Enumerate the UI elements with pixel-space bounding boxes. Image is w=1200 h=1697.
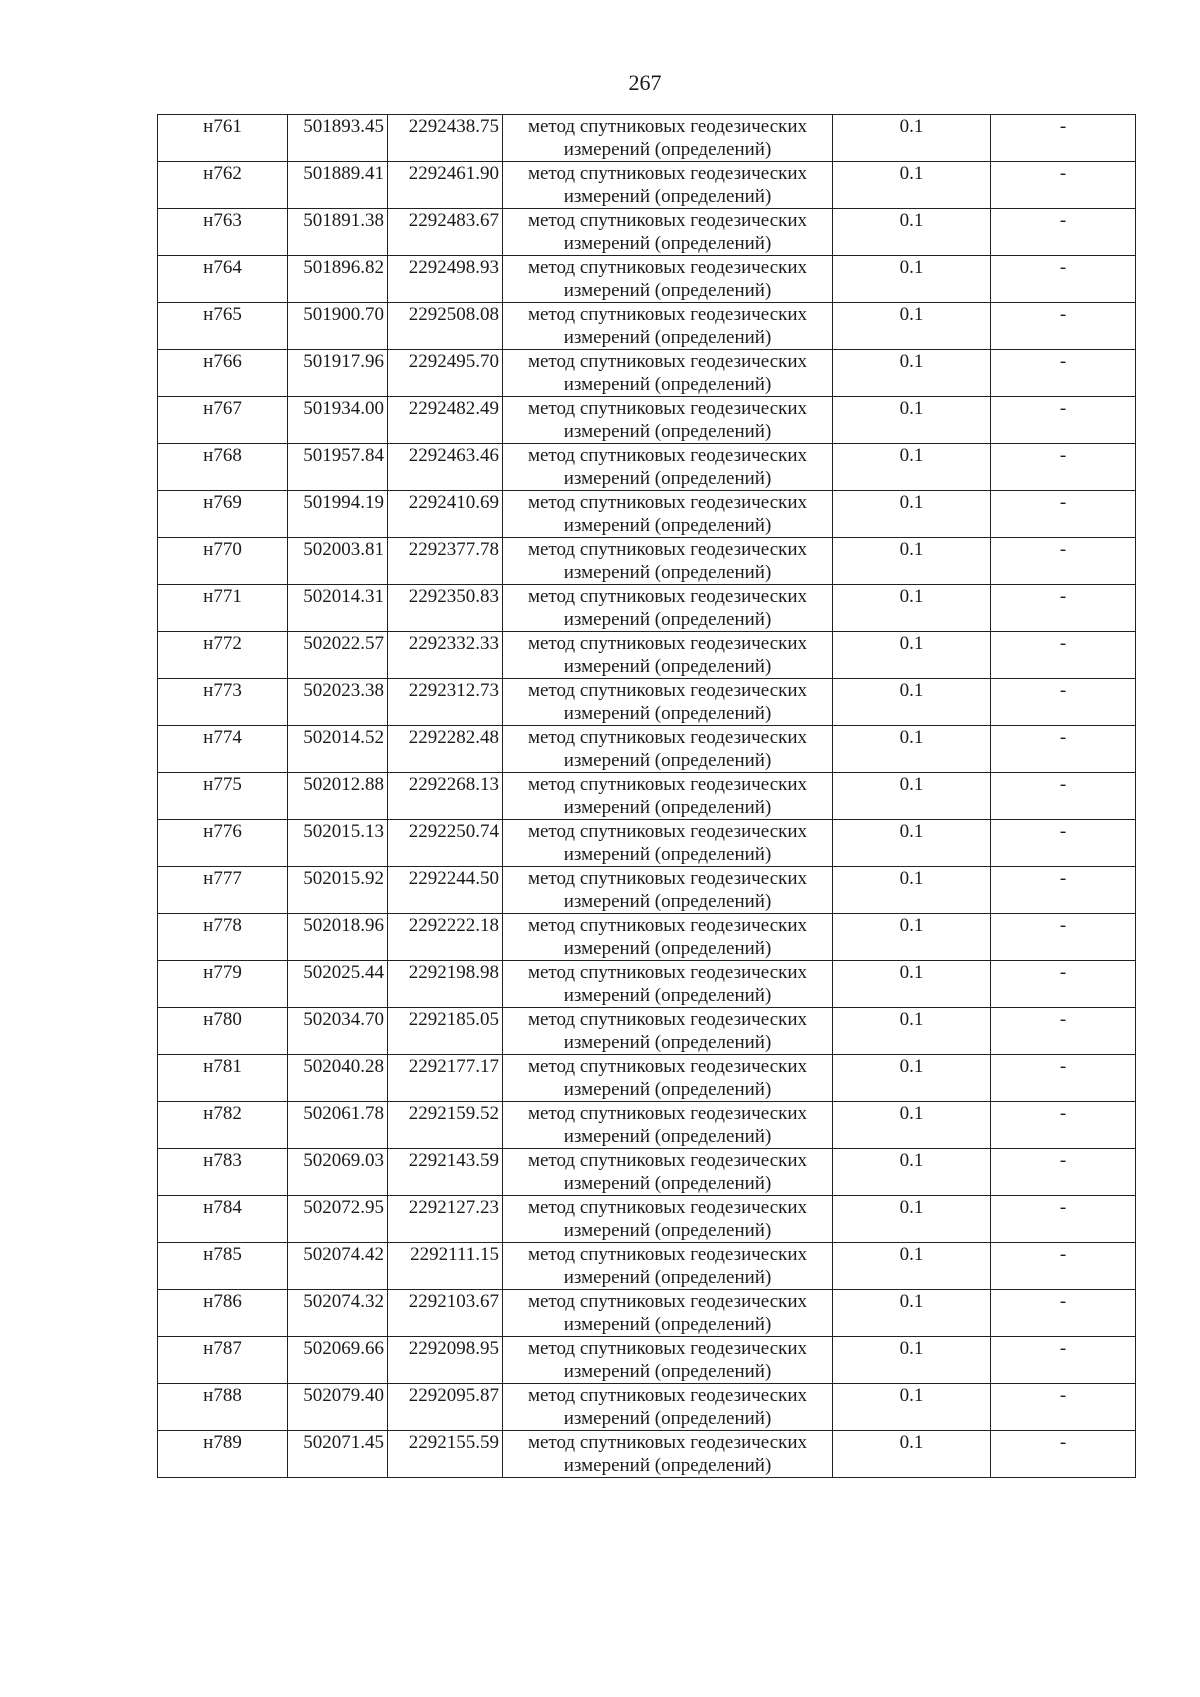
point-id-cell: н776	[158, 820, 288, 867]
coordinates-table	[157, 114, 1136, 1478]
method-line-2: измерений (определений)	[563, 938, 772, 959]
method-cell	[503, 773, 833, 820]
method-line-2: измерений (определений)	[563, 891, 772, 912]
x-coordinate-cell: 502022.57	[288, 632, 388, 679]
y-coordinate-cell: 2292483.67	[388, 209, 503, 256]
method-cell	[503, 491, 833, 538]
method-line-2: измерений (определений)	[563, 468, 772, 489]
method-line-1: метод спутниковых геодезических	[527, 1103, 808, 1124]
y-coordinate-cell: 2292461.90	[388, 162, 503, 209]
method-cell	[503, 679, 833, 726]
note-cell: -	[991, 773, 1136, 820]
x-coordinate-cell: 502079.40	[288, 1384, 388, 1431]
note-cell: -	[991, 256, 1136, 303]
method-line-2: измерений (определений)	[563, 374, 772, 395]
method-line-1: метод спутниковых геодезических	[527, 774, 808, 795]
accuracy-cell: 0.1	[833, 209, 991, 256]
method-line-1: метод спутниковых геодезических	[527, 1244, 808, 1265]
method-cell	[503, 1431, 833, 1478]
method-line-1: метод спутниковых геодезических	[527, 539, 808, 560]
method-cell	[503, 867, 833, 914]
accuracy-cell: 0.1	[833, 1102, 991, 1149]
y-coordinate-cell: 2292463.46	[388, 444, 503, 491]
table-row	[158, 1008, 1136, 1055]
x-coordinate-cell: 502023.38	[288, 679, 388, 726]
point-id-cell: н765	[158, 303, 288, 350]
method-line-2: измерений (определений)	[563, 1079, 772, 1100]
point-id-cell: н763	[158, 209, 288, 256]
method-line-2: измерений (определений)	[563, 421, 772, 442]
point-id-cell: н774	[158, 726, 288, 773]
method-line-1: метод спутниковых геодезических	[527, 116, 808, 137]
x-coordinate-cell: 502061.78	[288, 1102, 388, 1149]
point-id-cell: н769	[158, 491, 288, 538]
table-row	[158, 726, 1136, 773]
method-line-1: метод спутниковых геодезических	[527, 1056, 808, 1077]
method-line-2: измерений (определений)	[563, 656, 772, 677]
table-row	[158, 1384, 1136, 1431]
method-cell	[503, 820, 833, 867]
method-line-1: метод спутниковых геодезических	[527, 398, 808, 419]
y-coordinate-cell: 2292495.70	[388, 350, 503, 397]
x-coordinate-cell: 502014.31	[288, 585, 388, 632]
x-coordinate-cell: 502074.42	[288, 1243, 388, 1290]
point-id-cell: н766	[158, 350, 288, 397]
accuracy-cell: 0.1	[833, 585, 991, 632]
method-cell	[503, 444, 833, 491]
method-line-1: метод спутниковых геодезических	[527, 304, 808, 325]
method-line-1: метод спутниковых геодезических	[527, 1197, 808, 1218]
table-row	[158, 491, 1136, 538]
x-coordinate-cell: 502072.95	[288, 1196, 388, 1243]
y-coordinate-cell: 2292185.05	[388, 1008, 503, 1055]
y-coordinate-cell: 2292410.69	[388, 491, 503, 538]
accuracy-cell: 0.1	[833, 350, 991, 397]
method-cell	[503, 1102, 833, 1149]
point-id-cell: н778	[158, 914, 288, 961]
point-id-cell: н785	[158, 1243, 288, 1290]
table-row	[158, 914, 1136, 961]
y-coordinate-cell: 2292377.78	[388, 538, 503, 585]
accuracy-cell: 0.1	[833, 444, 991, 491]
method-cell	[503, 726, 833, 773]
method-line-2: измерений (определений)	[563, 562, 772, 583]
y-coordinate-cell: 2292482.49	[388, 397, 503, 444]
note-cell: -	[991, 632, 1136, 679]
point-id-cell: н784	[158, 1196, 288, 1243]
y-coordinate-cell: 2292244.50	[388, 867, 503, 914]
x-coordinate-cell: 502074.32	[288, 1290, 388, 1337]
x-coordinate-cell: 502034.70	[288, 1008, 388, 1055]
y-coordinate-cell: 2292332.33	[388, 632, 503, 679]
accuracy-cell: 0.1	[833, 1149, 991, 1196]
method-line-1: метод спутниковых геодезических	[527, 1291, 808, 1312]
method-line-1: метод спутниковых геодезических	[527, 680, 808, 701]
method-cell	[503, 1008, 833, 1055]
point-id-cell: н770	[158, 538, 288, 585]
method-line-2: измерений (определений)	[563, 280, 772, 301]
accuracy-cell: 0.1	[833, 726, 991, 773]
point-id-cell: н781	[158, 1055, 288, 1102]
table-row	[158, 679, 1136, 726]
x-coordinate-cell: 501891.38	[288, 209, 388, 256]
table-row	[158, 1337, 1136, 1384]
method-line-2: измерений (определений)	[563, 797, 772, 818]
method-cell	[503, 538, 833, 585]
table-row	[158, 632, 1136, 679]
accuracy-cell: 0.1	[833, 867, 991, 914]
accuracy-cell: 0.1	[833, 1243, 991, 1290]
y-coordinate-cell: 2292282.48	[388, 726, 503, 773]
method-cell	[503, 632, 833, 679]
x-coordinate-cell: 502018.96	[288, 914, 388, 961]
note-cell: -	[991, 162, 1136, 209]
table-row	[158, 585, 1136, 632]
y-coordinate-cell: 2292095.87	[388, 1384, 503, 1431]
note-cell: -	[991, 867, 1136, 914]
x-coordinate-cell: 502040.28	[288, 1055, 388, 1102]
method-cell	[503, 914, 833, 961]
method-cell	[503, 585, 833, 632]
accuracy-cell: 0.1	[833, 303, 991, 350]
point-id-cell: н783	[158, 1149, 288, 1196]
accuracy-cell: 0.1	[833, 397, 991, 444]
note-cell: -	[991, 444, 1136, 491]
table-row	[158, 1290, 1136, 1337]
table-row	[158, 256, 1136, 303]
method-line-1: метод спутниковых геодезических	[527, 163, 808, 184]
y-coordinate-cell: 2292103.67	[388, 1290, 503, 1337]
note-cell: -	[991, 1055, 1136, 1102]
accuracy-cell: 0.1	[833, 1196, 991, 1243]
accuracy-cell: 0.1	[833, 773, 991, 820]
y-coordinate-cell: 2292143.59	[388, 1149, 503, 1196]
accuracy-cell: 0.1	[833, 961, 991, 1008]
accuracy-cell: 0.1	[833, 632, 991, 679]
accuracy-cell: 0.1	[833, 679, 991, 726]
note-cell: -	[991, 1431, 1136, 1478]
table-row	[158, 303, 1136, 350]
method-line-2: измерений (определений)	[563, 703, 772, 724]
method-cell	[503, 162, 833, 209]
note-cell: -	[991, 115, 1136, 162]
note-cell: -	[991, 1008, 1136, 1055]
method-line-1: метод спутниковых геодезических	[527, 492, 808, 513]
y-coordinate-cell: 2292098.95	[388, 1337, 503, 1384]
x-coordinate-cell: 501917.96	[288, 350, 388, 397]
method-line-2: измерений (определений)	[563, 1220, 772, 1241]
method-line-1: метод спутниковых геодезических	[527, 210, 808, 231]
point-id-cell: н761	[158, 115, 288, 162]
note-cell: -	[991, 961, 1136, 1008]
x-coordinate-cell: 501934.00	[288, 397, 388, 444]
x-coordinate-cell: 502025.44	[288, 961, 388, 1008]
method-line-2: измерений (определений)	[563, 1314, 772, 1335]
point-id-cell: н782	[158, 1102, 288, 1149]
note-cell: -	[991, 1243, 1136, 1290]
point-id-cell: н767	[158, 397, 288, 444]
point-id-cell: н772	[158, 632, 288, 679]
x-coordinate-cell: 501957.84	[288, 444, 388, 491]
y-coordinate-cell: 2292250.74	[388, 820, 503, 867]
accuracy-cell: 0.1	[833, 1290, 991, 1337]
y-coordinate-cell: 2292312.73	[388, 679, 503, 726]
point-id-cell: н780	[158, 1008, 288, 1055]
note-cell: -	[991, 303, 1136, 350]
method-line-2: измерений (определений)	[563, 515, 772, 536]
note-cell: -	[991, 491, 1136, 538]
note-cell: -	[991, 397, 1136, 444]
table-row	[158, 162, 1136, 209]
table-row	[158, 209, 1136, 256]
method-line-1: метод спутниковых геодезических	[527, 821, 808, 842]
point-id-cell: н768	[158, 444, 288, 491]
x-coordinate-cell: 502012.88	[288, 773, 388, 820]
method-line-1: метод спутниковых геодезических	[527, 1432, 808, 1453]
method-line-1: метод спутниковых геодезических	[527, 1150, 808, 1171]
table-row	[158, 820, 1136, 867]
note-cell: -	[991, 679, 1136, 726]
method-cell	[503, 1337, 833, 1384]
method-line-1: метод спутниковых геодезических	[527, 1385, 808, 1406]
table-body	[158, 115, 1136, 1478]
method-line-2: измерений (определений)	[563, 1361, 772, 1382]
y-coordinate-cell: 2292111.15	[388, 1243, 503, 1290]
method-cell	[503, 1290, 833, 1337]
x-coordinate-cell: 501889.41	[288, 162, 388, 209]
accuracy-cell: 0.1	[833, 1431, 991, 1478]
note-cell: -	[991, 538, 1136, 585]
method-line-1: метод спутниковых геодезических	[527, 586, 808, 607]
note-cell: -	[991, 1384, 1136, 1431]
method-line-2: измерений (определений)	[563, 844, 772, 865]
note-cell: -	[991, 1337, 1136, 1384]
accuracy-cell: 0.1	[833, 1055, 991, 1102]
table-row	[158, 1431, 1136, 1478]
x-coordinate-cell: 501994.19	[288, 491, 388, 538]
method-cell	[503, 303, 833, 350]
y-coordinate-cell: 2292508.08	[388, 303, 503, 350]
point-id-cell: н786	[158, 1290, 288, 1337]
table-row	[158, 350, 1136, 397]
method-cell	[503, 961, 833, 1008]
method-line-1: метод спутниковых геодезических	[527, 915, 808, 936]
method-cell	[503, 1384, 833, 1431]
x-coordinate-cell: 502015.92	[288, 867, 388, 914]
table-row	[158, 115, 1136, 162]
x-coordinate-cell: 502003.81	[288, 538, 388, 585]
x-coordinate-cell: 502014.52	[288, 726, 388, 773]
note-cell: -	[991, 1196, 1136, 1243]
y-coordinate-cell: 2292177.17	[388, 1055, 503, 1102]
accuracy-cell: 0.1	[833, 491, 991, 538]
method-cell	[503, 397, 833, 444]
note-cell: -	[991, 1290, 1136, 1337]
table-row	[158, 444, 1136, 491]
method-line-1: метод спутниковых геодезических	[527, 633, 808, 654]
method-line-2: измерений (определений)	[563, 233, 772, 254]
accuracy-cell: 0.1	[833, 538, 991, 585]
x-coordinate-cell: 501893.45	[288, 115, 388, 162]
method-cell	[503, 256, 833, 303]
note-cell: -	[991, 1102, 1136, 1149]
method-line-2: измерений (определений)	[563, 750, 772, 771]
method-cell	[503, 209, 833, 256]
accuracy-cell: 0.1	[833, 914, 991, 961]
point-id-cell: н787	[158, 1337, 288, 1384]
accuracy-cell: 0.1	[833, 1337, 991, 1384]
method-line-1: метод спутниковых геодезических	[527, 727, 808, 748]
accuracy-cell: 0.1	[833, 1008, 991, 1055]
point-id-cell: н775	[158, 773, 288, 820]
y-coordinate-cell: 2292127.23	[388, 1196, 503, 1243]
note-cell: -	[991, 350, 1136, 397]
x-coordinate-cell: 501900.70	[288, 303, 388, 350]
note-cell: -	[991, 585, 1136, 632]
table-row	[158, 961, 1136, 1008]
method-line-1: метод спутниковых геодезических	[527, 962, 808, 983]
method-cell	[503, 350, 833, 397]
point-id-cell: н771	[158, 585, 288, 632]
method-line-1: метод спутниковых геодезических	[527, 351, 808, 372]
page-number: 267	[628, 70, 662, 95]
method-line-2: измерений (определений)	[563, 985, 772, 1006]
x-coordinate-cell: 502069.66	[288, 1337, 388, 1384]
y-coordinate-cell: 2292222.18	[388, 914, 503, 961]
method-line-2: измерений (определений)	[563, 1173, 772, 1194]
x-coordinate-cell: 501896.82	[288, 256, 388, 303]
method-line-1: метод спутниковых геодезических	[527, 868, 808, 889]
method-line-2: измерений (определений)	[563, 1408, 772, 1429]
note-cell: -	[991, 820, 1136, 867]
method-line-1: метод спутниковых геодезических	[527, 1338, 808, 1359]
note-cell: -	[991, 209, 1136, 256]
point-id-cell: н777	[158, 867, 288, 914]
method-line-2: измерений (определений)	[563, 139, 772, 160]
accuracy-cell: 0.1	[833, 256, 991, 303]
point-id-cell: н779	[158, 961, 288, 1008]
y-coordinate-cell: 2292198.98	[388, 961, 503, 1008]
table-row	[158, 1149, 1136, 1196]
method-cell	[503, 1149, 833, 1196]
method-line-2: измерений (определений)	[563, 1126, 772, 1147]
accuracy-cell: 0.1	[833, 820, 991, 867]
point-id-cell: н789	[158, 1431, 288, 1478]
method-cell	[503, 1243, 833, 1290]
method-line-1: метод спутниковых геодезических	[527, 1009, 808, 1030]
x-coordinate-cell: 502015.13	[288, 820, 388, 867]
point-id-cell: н764	[158, 256, 288, 303]
table-row	[158, 538, 1136, 585]
method-line-2: измерений (определений)	[563, 1032, 772, 1053]
note-cell: -	[991, 1149, 1136, 1196]
accuracy-cell: 0.1	[833, 162, 991, 209]
y-coordinate-cell: 2292350.83	[388, 585, 503, 632]
y-coordinate-cell: 2292438.75	[388, 115, 503, 162]
method-line-2: измерений (определений)	[563, 609, 772, 630]
x-coordinate-cell: 502069.03	[288, 1149, 388, 1196]
table-row	[158, 867, 1136, 914]
accuracy-cell: 0.1	[833, 115, 991, 162]
method-line-1: метод спутниковых геодезических	[527, 445, 808, 466]
method-line-1: метод спутниковых геодезических	[527, 257, 808, 278]
method-cell	[503, 1196, 833, 1243]
method-line-2: измерений (определений)	[563, 1267, 772, 1288]
y-coordinate-cell: 2292498.93	[388, 256, 503, 303]
table-row	[158, 1243, 1136, 1290]
x-coordinate-cell: 502071.45	[288, 1431, 388, 1478]
note-cell: -	[991, 914, 1136, 961]
method-line-2: измерений (определений)	[563, 1455, 772, 1476]
table-row	[158, 397, 1136, 444]
accuracy-cell: 0.1	[833, 1384, 991, 1431]
point-id-cell: н762	[158, 162, 288, 209]
table-row	[158, 1196, 1136, 1243]
y-coordinate-cell: 2292268.13	[388, 773, 503, 820]
method-cell	[503, 115, 833, 162]
point-id-cell: н773	[158, 679, 288, 726]
table-row	[158, 1055, 1136, 1102]
point-id-cell: н788	[158, 1384, 288, 1431]
table-row	[158, 773, 1136, 820]
table-row	[158, 1102, 1136, 1149]
method-line-2: измерений (определений)	[563, 327, 772, 348]
method-cell	[503, 1055, 833, 1102]
method-line-2: измерений (определений)	[563, 186, 772, 207]
y-coordinate-cell: 2292159.52	[388, 1102, 503, 1149]
note-cell: -	[991, 726, 1136, 773]
y-coordinate-cell: 2292155.59	[388, 1431, 503, 1478]
